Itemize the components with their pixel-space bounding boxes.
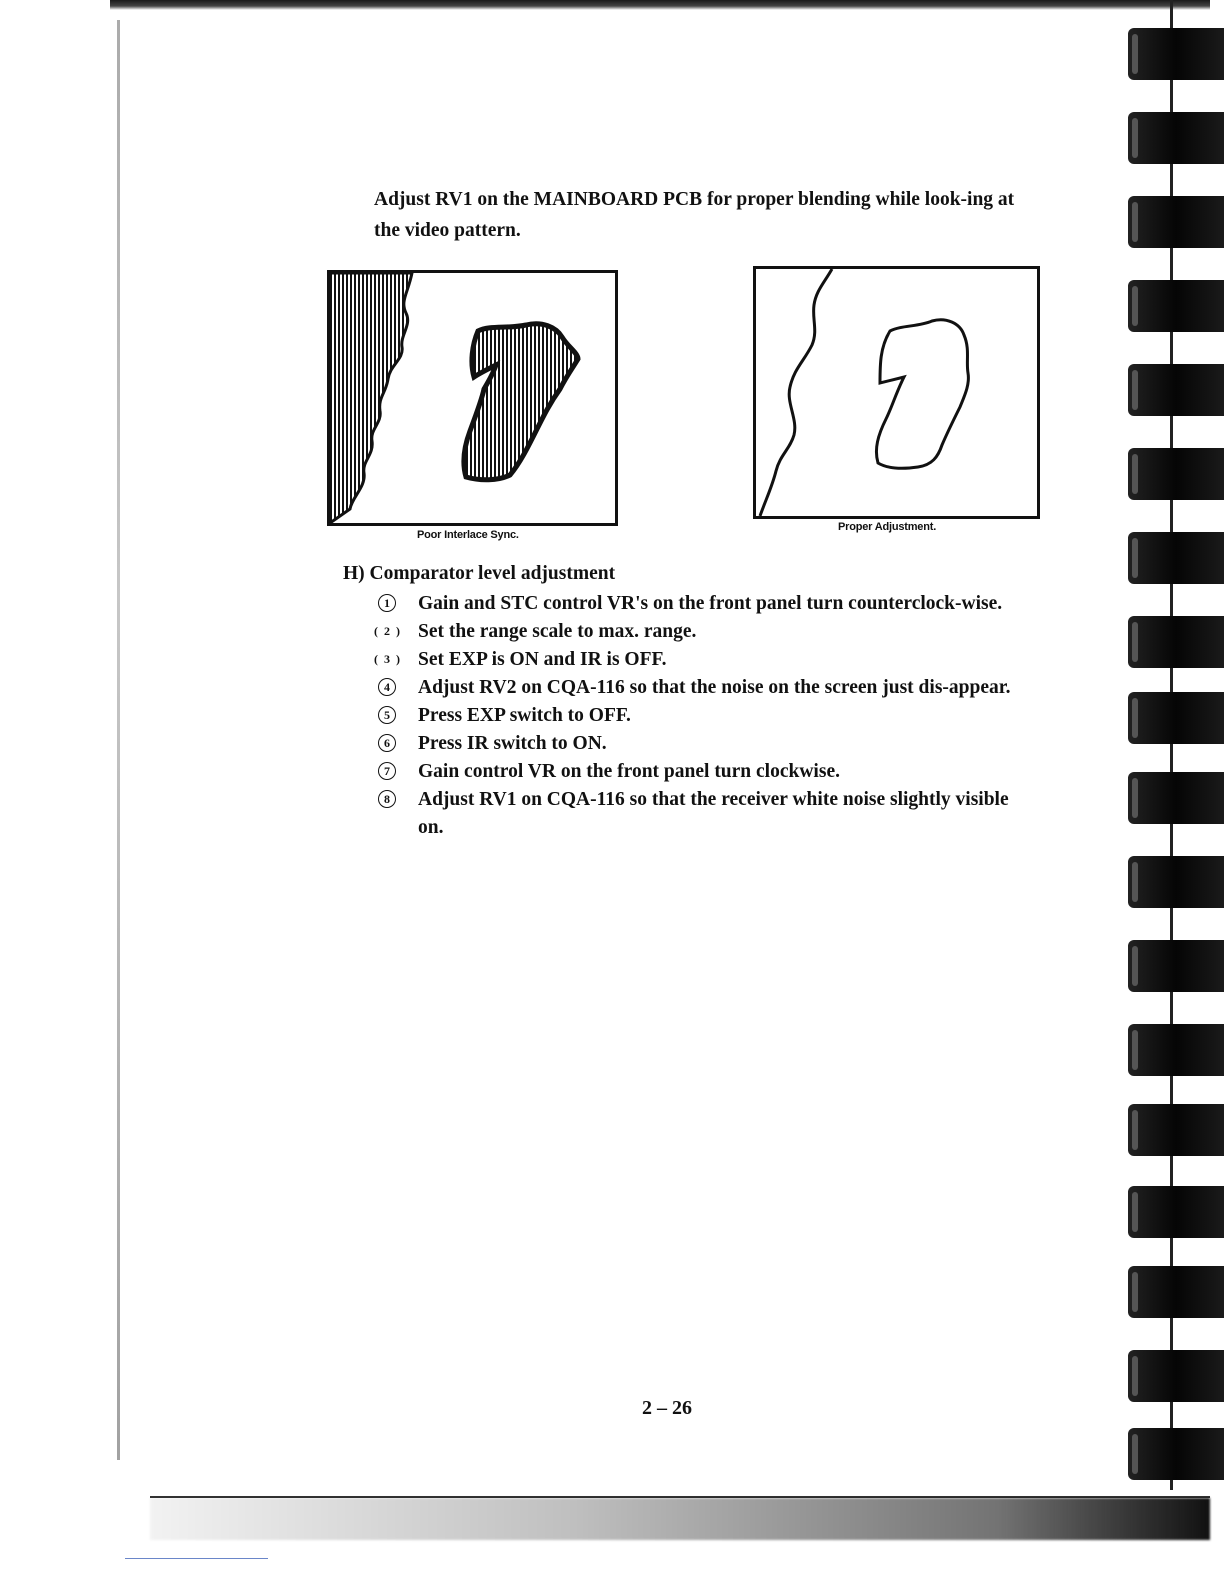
binding-coil xyxy=(1128,1024,1224,1076)
caption-poor-interlace: Poor Interlace Sync. xyxy=(417,529,519,541)
page-number: 2 – 26 xyxy=(642,1397,692,1419)
list-item xyxy=(378,786,1038,842)
step-number: 6 xyxy=(378,734,396,752)
intro-paragraph: Adjust RV1 on the MAINBOARD PCB for proper blending while look-ing at the video pattern. xyxy=(374,189,1015,241)
binding-coil xyxy=(1128,616,1224,668)
list-item xyxy=(378,590,1038,618)
step-text: Gain control VR on the front panel turn clockwise. xyxy=(418,761,840,782)
binding-coil xyxy=(1128,772,1224,824)
binding-coil xyxy=(1128,1104,1224,1156)
list-item xyxy=(378,730,1038,758)
poor-interlace-illustration xyxy=(330,273,615,523)
step-number: 8 xyxy=(378,790,396,808)
binding-coil xyxy=(1128,532,1224,584)
section-title: Comparator level adjustment xyxy=(369,563,616,584)
step-number: 4 xyxy=(378,678,396,696)
blue-rule xyxy=(125,1558,268,1559)
hatched-blob-shape xyxy=(464,324,578,480)
section-marker: H) xyxy=(343,563,365,584)
binding-coil xyxy=(1128,364,1224,416)
binding-coil xyxy=(1128,1428,1224,1480)
step-text: Set EXP is ON and IR is OFF. xyxy=(418,649,667,670)
binding-coil xyxy=(1128,1266,1224,1318)
binding-coil xyxy=(1128,196,1224,248)
binding-coil xyxy=(1128,940,1224,992)
binding-coil xyxy=(1128,448,1224,500)
binding-coil xyxy=(1128,280,1224,332)
binding-coil xyxy=(1128,1186,1224,1238)
list-item xyxy=(378,702,1038,730)
binding-coil xyxy=(1128,112,1224,164)
scan-bottom-edge xyxy=(150,1498,1210,1540)
binding-coil xyxy=(1128,856,1224,908)
step-text: Gain and STC control VR's on the front panel turn counterclock-wise. xyxy=(418,593,1003,614)
outlined-blob-shape xyxy=(876,320,968,468)
proper-adjustment-illustration xyxy=(756,269,1037,516)
step-number: 7 xyxy=(378,762,396,780)
step-text: Set the range scale to max. range. xyxy=(418,621,697,642)
step-number: 1 xyxy=(378,594,396,612)
binding-coil xyxy=(1128,28,1224,80)
figure-poor-interlace xyxy=(327,270,618,526)
hatched-edge-shape xyxy=(330,273,412,523)
step-text: Adjust RV1 on CQA-116 so that the receiver white noise slightly visible on. xyxy=(418,789,1009,838)
boundary-line xyxy=(760,269,832,516)
scan-left-edge xyxy=(117,20,120,1460)
section-heading xyxy=(343,563,615,585)
binding-coil xyxy=(1128,692,1224,744)
spiral-binding xyxy=(1116,0,1224,1584)
scan-top-edge xyxy=(110,0,1210,10)
figure-proper-adjustment xyxy=(753,266,1040,519)
step-text: Press IR switch to ON. xyxy=(418,733,607,754)
list-item xyxy=(378,758,1038,786)
step-text: Adjust RV2 on CQA-116 so that the noise on the screen just dis-appear. xyxy=(418,677,1011,698)
list-item xyxy=(378,674,1038,702)
step-number: 5 xyxy=(378,706,396,724)
step-number: ( 2 ) xyxy=(378,622,396,640)
step-text: Press EXP switch to OFF. xyxy=(418,705,631,726)
adjustment-steps xyxy=(378,590,1038,842)
step-number: ( 3 ) xyxy=(378,650,396,668)
caption-proper-adjustment: Proper Adjustment. xyxy=(838,521,937,533)
list-item xyxy=(378,646,1038,674)
list-item xyxy=(378,618,1038,646)
binding-coil xyxy=(1128,1350,1224,1402)
